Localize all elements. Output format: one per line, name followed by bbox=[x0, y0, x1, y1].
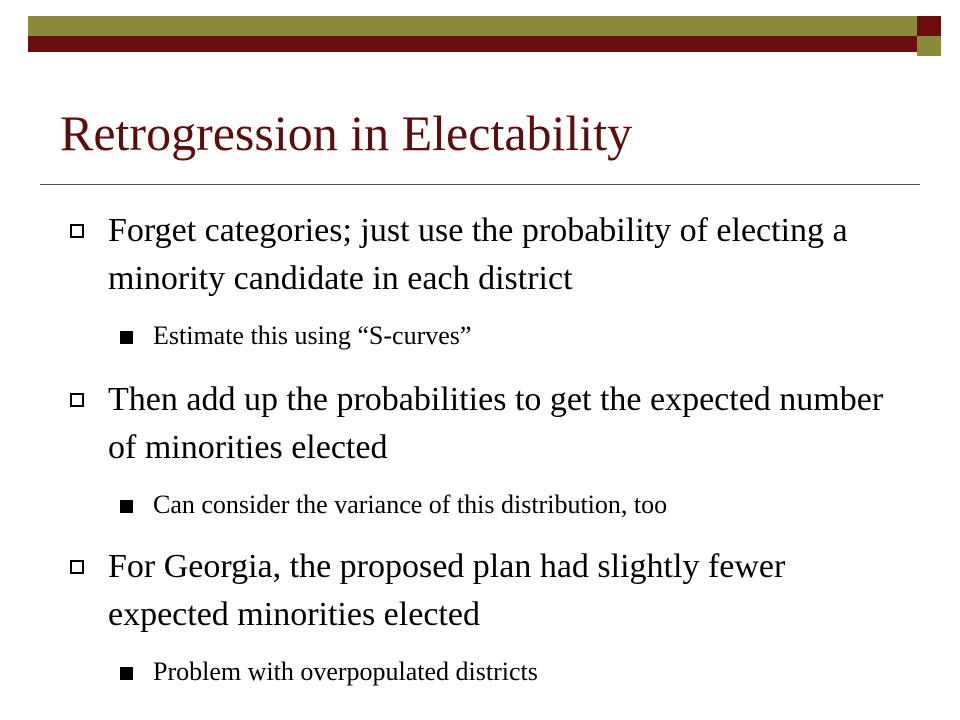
sub-bullet-item: Problem with overpopulated districts bbox=[153, 657, 538, 686]
sub-bullet-item: Can consider the variance of this distribution, too bbox=[153, 490, 668, 519]
hollow-square-bullet-icon bbox=[70, 224, 84, 238]
bullet-item: Forget categories; just use the probability of electing a minority candidate in each district bbox=[108, 212, 848, 297]
sub-bullet-item: Estimate this using “S-curves” bbox=[153, 321, 472, 350]
hollow-square-bullet-icon bbox=[70, 393, 84, 407]
filled-square-bullet-icon bbox=[120, 500, 133, 513]
bullet-item: For Georgia, the proposed plan had slightly fewer expected minorities elected bbox=[108, 548, 786, 633]
filled-square-bullet-icon bbox=[120, 331, 133, 344]
filled-square-bullet-icon bbox=[120, 667, 133, 680]
bullet-item: Then add up the probabilities to get the expected number of minorities elected bbox=[108, 381, 884, 466]
slide-title: Retrogression in Electability bbox=[60, 105, 633, 161]
hollow-square-bullet-icon bbox=[70, 560, 84, 574]
